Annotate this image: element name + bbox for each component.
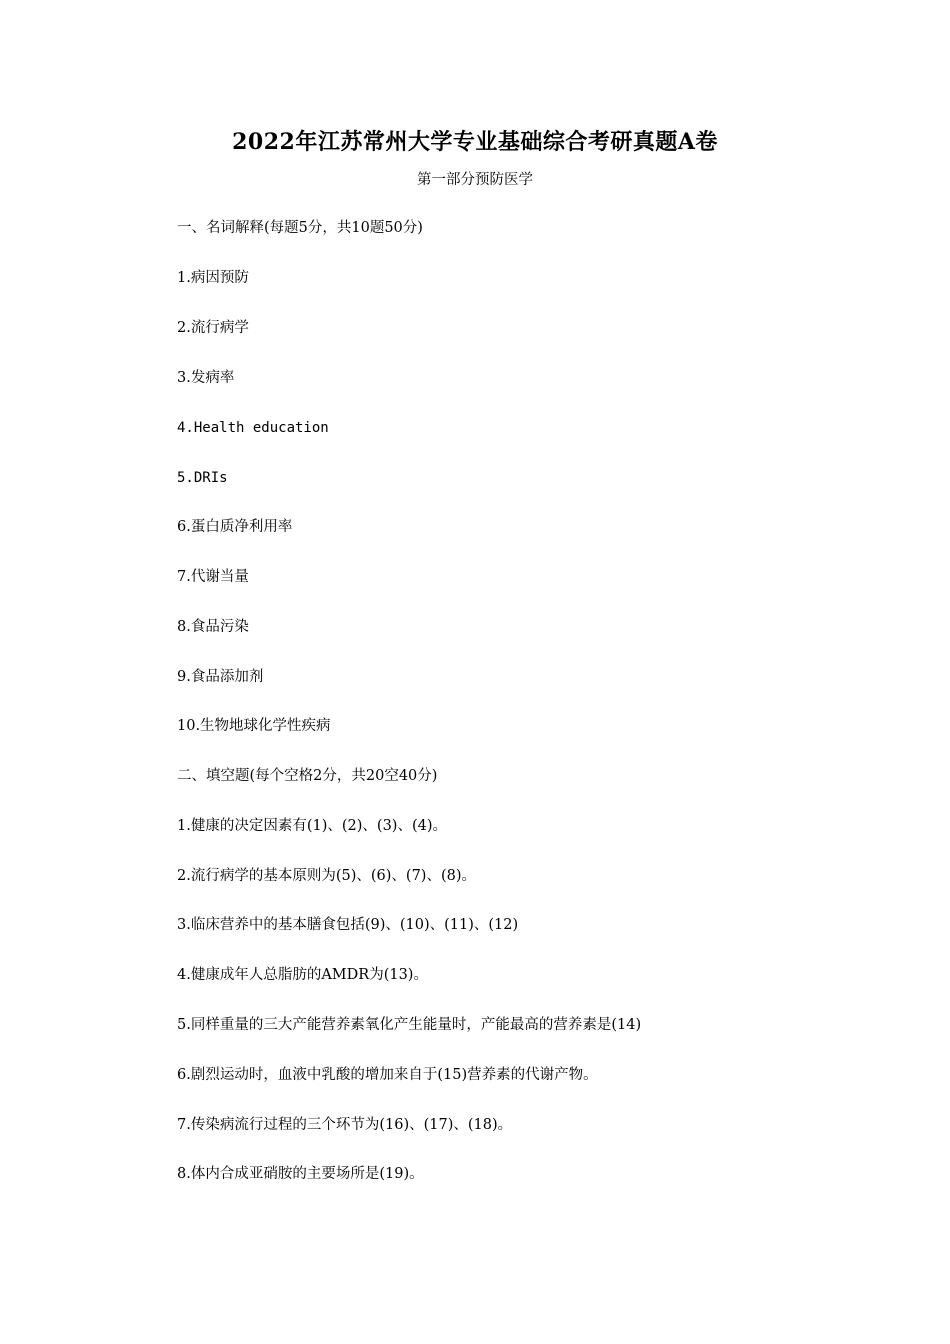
term-item: 8.食品污染: [177, 619, 249, 635]
part-heading: 第一部分预防医学: [417, 172, 533, 188]
fill-blank-item: 3.临床营养中的基本膳食包括(9)、(10)、(11)、(12): [177, 917, 519, 933]
section-heading-fill-blank: 二、填空题(每个空格2分，共20空40分): [177, 768, 438, 784]
section-heading-terms: 一、名词解释(每题5分，共10题50分): [177, 220, 423, 236]
term-item: 6.蛋白质净利用率: [177, 519, 293, 535]
fill-blank-item: 8.体内合成亚硝胺的主要场所是(19)。: [177, 1166, 424, 1182]
term-item: 7.代谢当量: [177, 569, 249, 585]
fill-blank-item: 1.健康的决定因素有(1)、(2)、(3)、(4)。: [177, 818, 447, 834]
fill-blank-item: 2.流行病学的基本原则为(5)、(6)、(7)、(8)。: [177, 868, 476, 884]
fill-blank-item: 6.剧烈运动时，血液中乳酸的增加来自于(15)营养素的代谢产物。: [177, 1067, 598, 1083]
term-item: 5.DRIs: [177, 470, 228, 486]
term-item: 1.病因预防: [177, 270, 249, 286]
term-item: 10.生物地球化学性疾病: [177, 718, 331, 734]
term-item: 2.流行病学: [177, 320, 249, 336]
document-title: 2022年江苏常州大学专业基础综合考研真题A卷: [232, 129, 718, 155]
fill-blank-item: 7.传染病流行过程的三个环节为(16)、(17)、(18)。: [177, 1117, 513, 1133]
term-item: 9.食品添加剂: [177, 669, 264, 685]
term-item: 3.发病率: [177, 370, 235, 386]
fill-blank-item: 4.健康成年人总脂肪的AMDR为(13)。: [177, 967, 428, 983]
fill-blank-item: 5.同样重量的三大产能营养素氧化产生能量时，产能最高的营养素是(14): [177, 1017, 642, 1033]
term-item: 4.Health education: [177, 420, 329, 436]
